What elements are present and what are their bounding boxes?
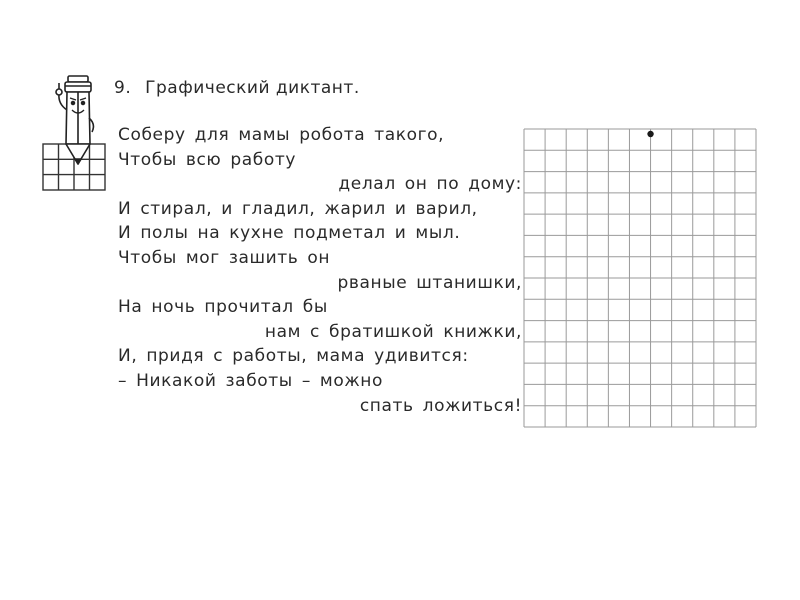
poem-line: На ночь прочитал бы (118, 297, 328, 318)
poem-line: рваные штанишки, (337, 272, 522, 293)
poem-line: спать ложиться! (359, 395, 522, 416)
start-point-dot (647, 131, 653, 137)
dictation-grid[interactable] (523, 128, 757, 428)
poem-line: И стирал, и гладил, жарил и варил, (118, 198, 478, 219)
poem-text (118, 123, 522, 418)
task-title: Графический диктант. (145, 78, 360, 98)
poem-line: – Никакой заботы – можно (118, 370, 383, 391)
poem-line: Соберу для мамы робота такого, (118, 125, 445, 145)
poem-line: И полы на кухне подметал и мыл. (118, 223, 461, 244)
poem-line: нам с братишкой книжки, (264, 321, 522, 342)
poem-line: И, придя с работы, мама удивится: (118, 346, 469, 367)
task-heading (114, 78, 360, 98)
poem-line: делал он по дому: (338, 174, 522, 195)
poem-line: Чтобы всю работу (118, 149, 297, 170)
pencil-mascot-icon (40, 72, 112, 196)
task-number: 9. (114, 78, 132, 98)
poem-line: Чтобы мог зашить он (118, 247, 331, 268)
